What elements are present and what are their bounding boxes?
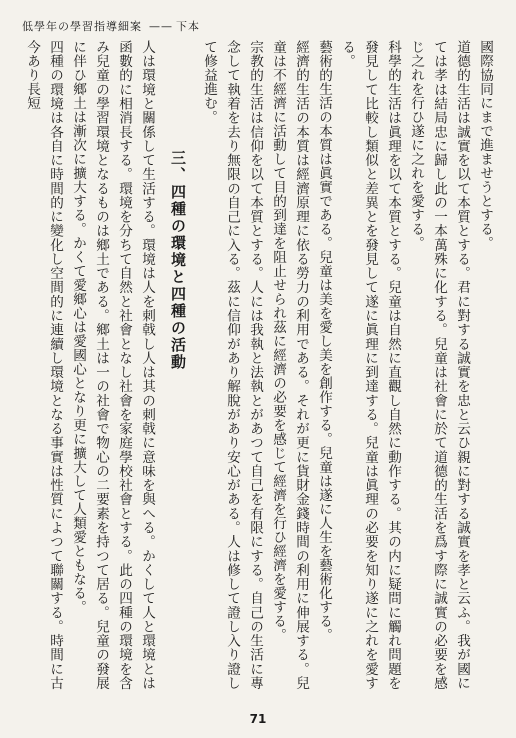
page-body [20, 40, 496, 690]
paragraph: 藝術的生活の本質は眞實である。兒童は美を愛し美を創作する。兒童は遂に人生を藝術化する。 [316, 40, 332, 642]
paragraph: 四種の環境は各自に時間的に變化し空間的に連續し環境となる事實は性質によつて聯關する。時間に古今あり長短 [24, 40, 63, 690]
header-volume: 下本 [176, 20, 200, 33]
page-number: 71 [249, 712, 267, 726]
paragraph: 經濟的生活の本質は經濟原理に依る勞力の利用である。それが更に貨財金錢時間の利用に伸展する。兒童は不經濟に活動して目的到達を阻止せられ茲に經濟の必要を感じて經濟を行ひ經濟を愛する。 [270, 40, 309, 690]
header-series-title: 低學年の學習指導細案 [22, 20, 142, 33]
paragraph: 科學的生活は眞理を以て本質とする。兒童は自然に直觀し自然に動作する。其の内に疑問に觸れ問題を發見して比較し類似と差異とを發見して遂に眞理に到達する。兒童は眞理の必要を知り遂に之れを愛する。 [339, 40, 401, 690]
header-dash: —— [149, 19, 173, 33]
running-header [22, 18, 492, 34]
paragraph: 道德的生活は誠實を以て本質とする。君に對する誠實を忠と云ひ親に對する誠實を孝と云ふ。我が國にては孝は結局忠に歸し此の一本萬殊に化する。兒童は社會に於て道德的生活を爲す際に誠實の必要を感じ之れを行ひ遂に之れを愛する。 [408, 40, 470, 690]
paragraph: 國際協同にまで進ませうとする。 [477, 40, 493, 250]
paragraph: 人は環境と關係して生活する。環境は人を刺戟し人は其の刺戟に意味を與へる。かくして人と環境とは函數的に相消長する。環境を分ちて自然と社會となし社會を家庭學校社會とする。此の四種の環境を含み兒童の學習環境となるものは鄉土である。鄉土は一の社會で物心の二要素を持つて居る。兒童の發展に伴ひ鄉土は漸次に擴大する。かくて愛鄉心は愛國心となり更に擴大して人類愛ともなる。 [70, 40, 155, 690]
paragraph: 宗教的生活は信仰を以て本質とする。人には我執と法執とがあつて自己を有限にする。自己の生活に專念して執着を去り無限の自己に入る。茲に信仰があり解脫があり安心がある。人は修して證し入り證して修益進む。 [201, 40, 263, 690]
section-heading: 三、四種の環境と四種の活動 [169, 150, 187, 371]
